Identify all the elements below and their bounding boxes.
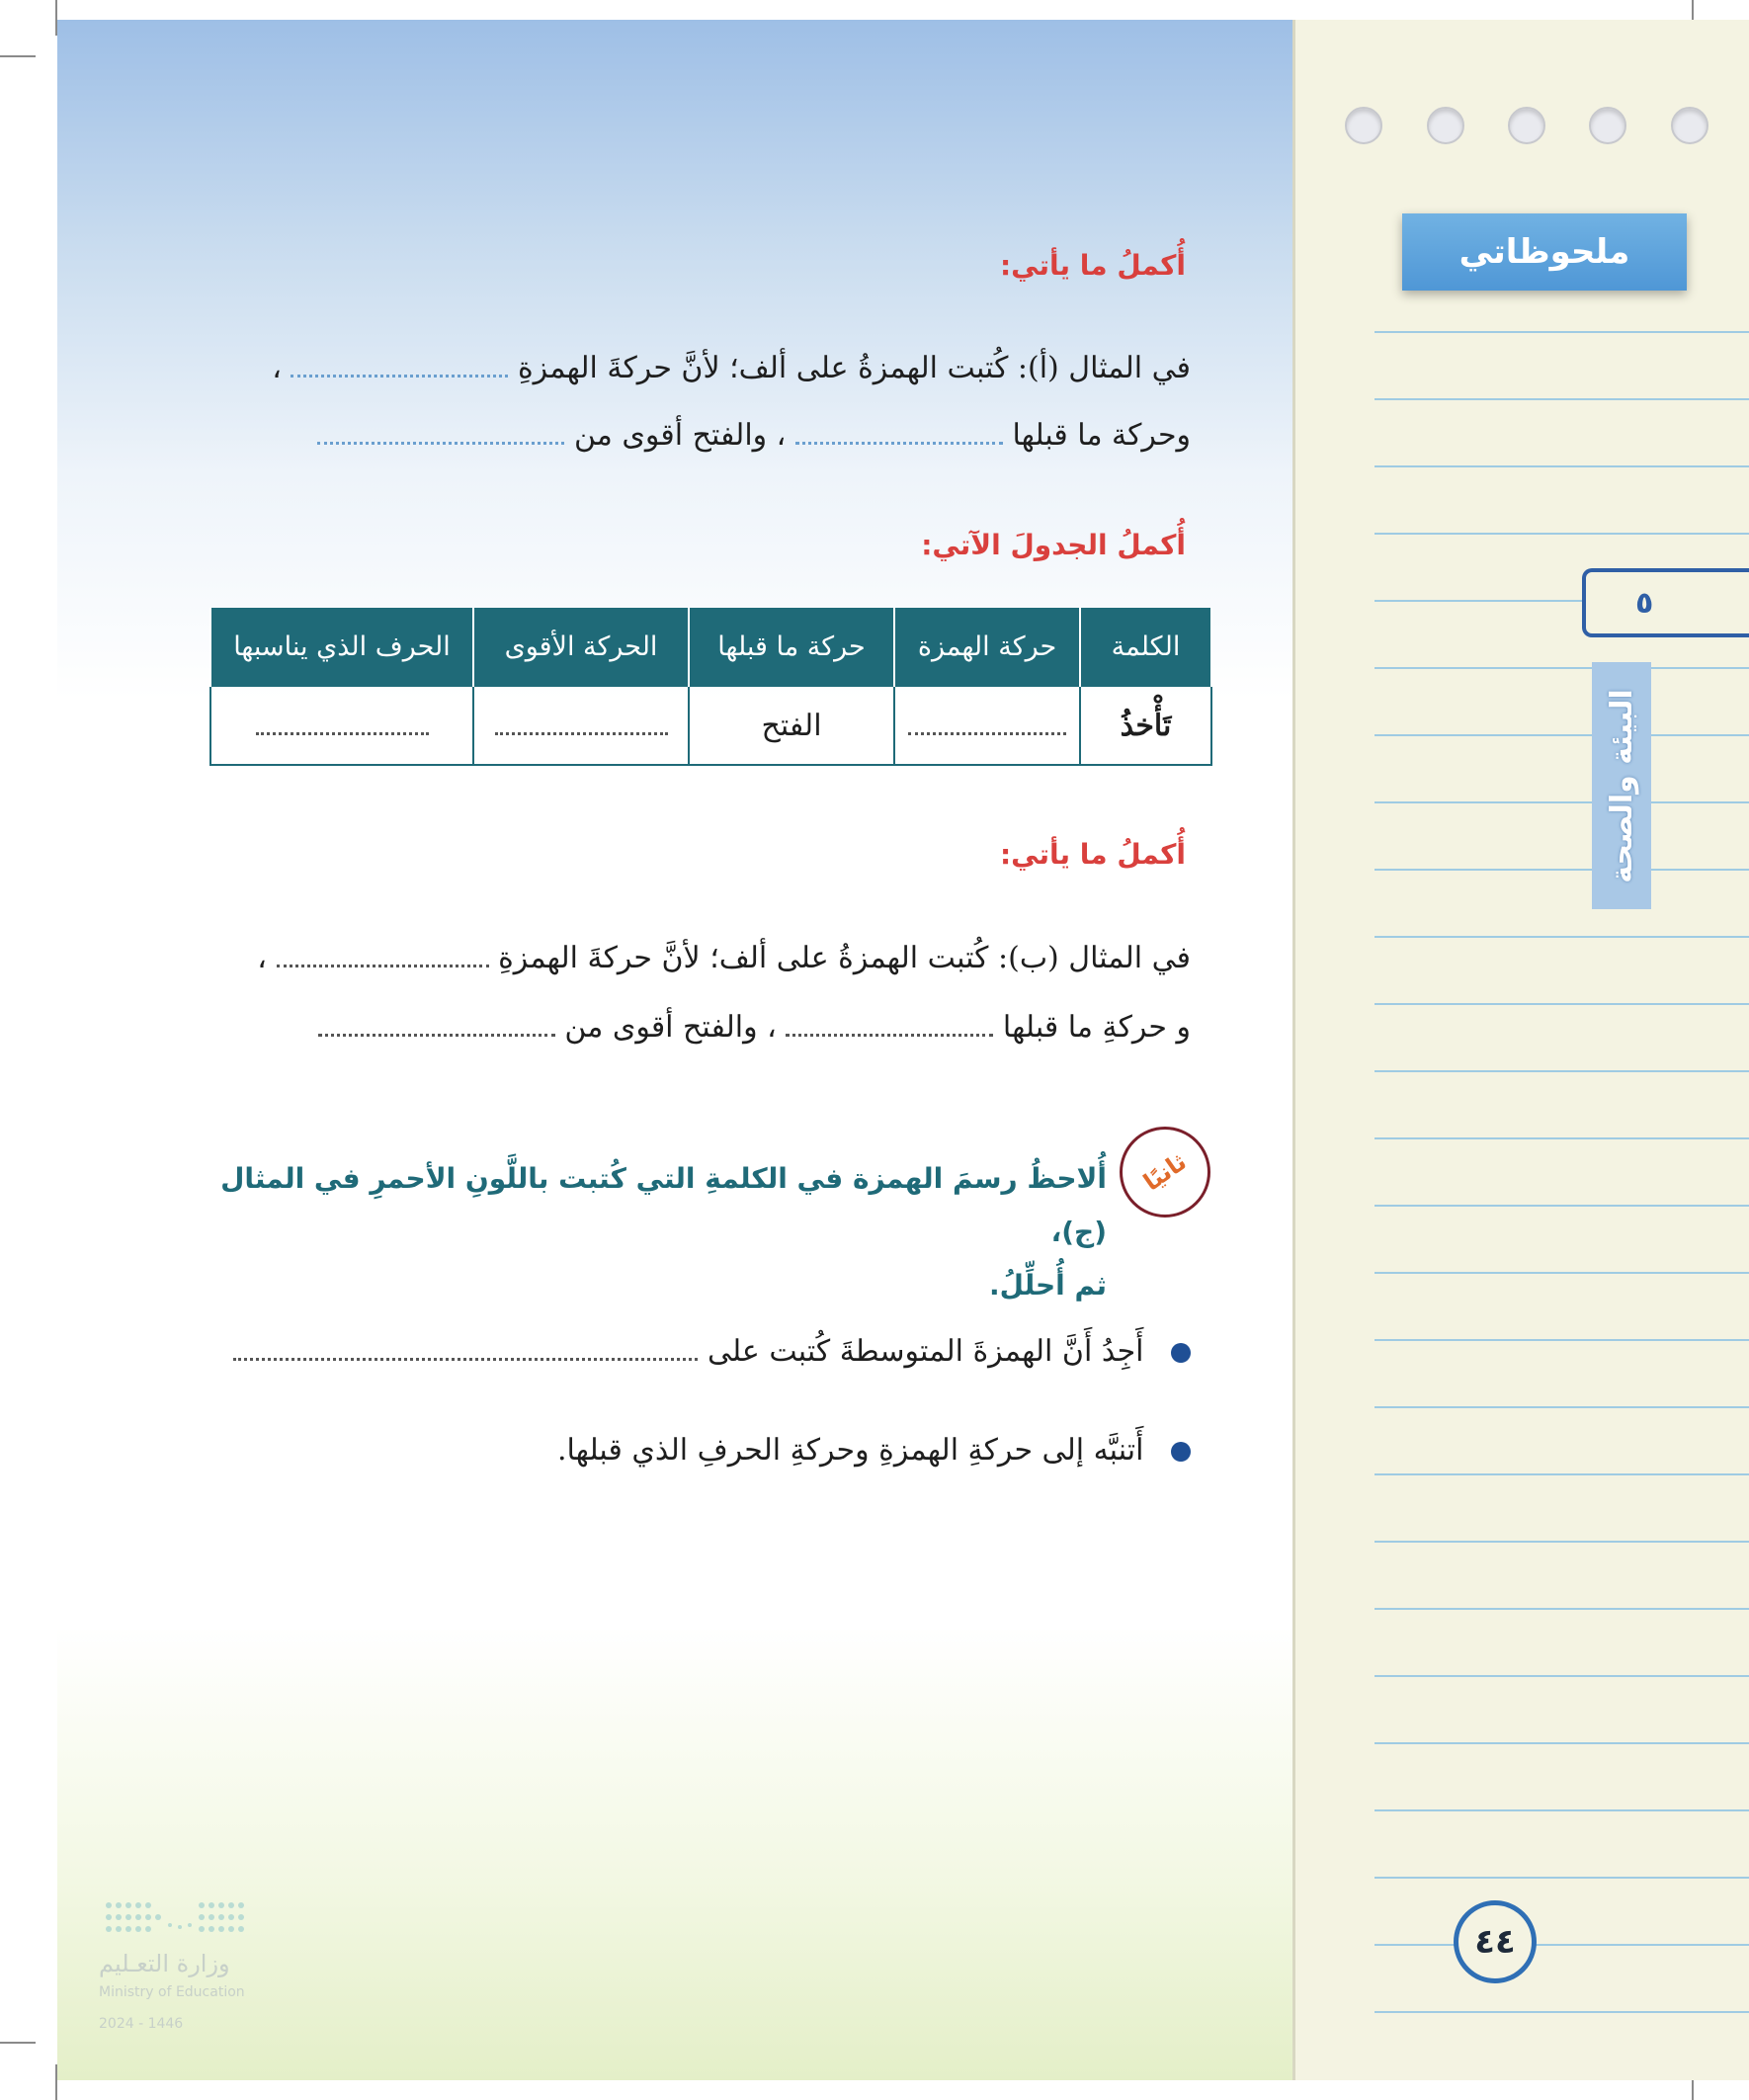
badge-label: ثانيًا bbox=[1138, 1147, 1192, 1197]
section1-line1-text: في المثال (أ): كُتبت الهمزةُ على ألف؛ لأنَّ حركةَ الهمزةِ bbox=[517, 351, 1191, 385]
table-header: الحرف الذي يناسبها bbox=[210, 608, 473, 686]
section3-line1-end: ، bbox=[257, 941, 267, 975]
section3-line2 bbox=[318, 1010, 1191, 1045]
notes-sidebar bbox=[1292, 20, 1749, 2080]
edition-year: 2024 - 1446 bbox=[99, 2016, 184, 2032]
ministry-logo-icon bbox=[99, 1897, 257, 1942]
ruled-line bbox=[1374, 2011, 1749, 2013]
table-cell-before: الفتح bbox=[689, 686, 894, 765]
ruled-line bbox=[1374, 869, 1749, 871]
bullet2-text: أَتنبَّه إلى حركةِ الهمزةِ وحركةِ الحرفِ الذي قبلها. bbox=[556, 1433, 1144, 1468]
section3-line2-mid: ، والفتح أقوى من bbox=[564, 1010, 777, 1045]
ruled-line bbox=[1374, 667, 1749, 669]
blank-field[interactable] bbox=[908, 726, 1066, 735]
crop-mark bbox=[0, 55, 36, 57]
binder-hole-icon bbox=[1508, 107, 1545, 144]
section3-line1-text: في المثال (ب): كُتبت الهمزةُ على ألف؛ لأنَّ حركةَ الهمزةِ bbox=[498, 941, 1191, 975]
ruled-line bbox=[1374, 801, 1749, 803]
ruled-line bbox=[1374, 1809, 1749, 1811]
binder-hole-icon bbox=[1345, 107, 1382, 144]
crop-mark bbox=[0, 2042, 36, 2044]
section1-line1 bbox=[272, 351, 1191, 385]
blank-field[interactable] bbox=[495, 726, 668, 735]
blank-field[interactable] bbox=[786, 1028, 993, 1037]
bullet1-text: أَجِدُ أَنَّ الهمزةَ المتوسطةَ كُتبت على bbox=[707, 1334, 1144, 1369]
bullet-item-1 bbox=[233, 1334, 1191, 1369]
completion-table bbox=[209, 608, 1212, 766]
observe-question bbox=[198, 1152, 1107, 1312]
bullet-item-2 bbox=[557, 1433, 1191, 1468]
ruled-line bbox=[1374, 1742, 1749, 1744]
question-line2: ثم أُحلِّلُ. bbox=[988, 1269, 1107, 1302]
ruled-line bbox=[1374, 1675, 1749, 1677]
ruled-line bbox=[1374, 331, 1749, 333]
blank-field[interactable] bbox=[233, 1352, 698, 1361]
table-header: حركة ما قبلها bbox=[689, 608, 894, 686]
ministry-name-en: Ministry of Education bbox=[99, 1984, 245, 2000]
table-cell-word: تَأْخذُ bbox=[1080, 686, 1211, 765]
question-line1: أُلاحظُ رسمَ الهمزة في الكلمةِ التي كُتبت باللَّونِ الأحمرِ في المثال (ج)، bbox=[220, 1162, 1107, 1248]
ruled-line bbox=[1374, 1205, 1749, 1207]
table-cell-blank[interactable] bbox=[894, 686, 1080, 765]
binder-hole-icon bbox=[1671, 107, 1708, 144]
bullet-icon bbox=[1171, 1343, 1191, 1363]
binder-hole-icon bbox=[1589, 107, 1626, 144]
section3-line1 bbox=[257, 941, 1191, 975]
ruled-line bbox=[1374, 936, 1749, 938]
notes-title: ملحوظاتي bbox=[1402, 213, 1687, 291]
ruled-line bbox=[1374, 1944, 1749, 1946]
ruled-line bbox=[1374, 1541, 1749, 1543]
main-page bbox=[57, 20, 1292, 2080]
table-header: حركة الهمزة bbox=[894, 608, 1080, 686]
section2-heading: أُكملُ الجدولَ الآتي: bbox=[921, 529, 1186, 561]
unit-title-tab bbox=[1592, 662, 1651, 909]
section1-line2-mid: ، والفتح أقوى من bbox=[573, 418, 787, 453]
ministry-name: وزارة التعـليم bbox=[99, 1950, 230, 1977]
blank-field[interactable] bbox=[291, 369, 508, 378]
binder-hole-icon bbox=[1427, 107, 1464, 144]
section1-line2 bbox=[317, 418, 1191, 453]
second-badge bbox=[1120, 1127, 1210, 1218]
section3-heading: أُكملُ ما يأتي: bbox=[999, 838, 1186, 871]
table-cell-blank[interactable] bbox=[210, 686, 473, 765]
blank-field[interactable] bbox=[256, 726, 429, 735]
ruled-line bbox=[1374, 1272, 1749, 1274]
section1-line2-start: وحركة ما قبلها bbox=[1012, 418, 1191, 453]
table-row bbox=[210, 686, 1211, 765]
table-header: الحركة الأقوى bbox=[473, 608, 689, 686]
ruled-line bbox=[1374, 1406, 1749, 1408]
ruled-line bbox=[1374, 465, 1749, 467]
bullet-icon bbox=[1171, 1442, 1191, 1462]
ruled-line bbox=[1374, 533, 1749, 535]
ruled-line bbox=[1374, 1070, 1749, 1072]
ruled-line bbox=[1374, 1473, 1749, 1475]
blank-field[interactable] bbox=[795, 436, 1003, 445]
ruled-line bbox=[1374, 1339, 1749, 1341]
blank-field[interactable] bbox=[317, 436, 564, 445]
blank-field[interactable] bbox=[318, 1028, 555, 1037]
ruled-line bbox=[1374, 1877, 1749, 1879]
ruled-line bbox=[1374, 1608, 1749, 1610]
table-header: الكلمة bbox=[1080, 608, 1211, 686]
section1-heading: أُكملُ ما يأتي: bbox=[999, 249, 1186, 282]
unit-number-tab: ٥ bbox=[1582, 568, 1749, 637]
section1-line1-end: ، bbox=[272, 351, 282, 385]
ruled-line bbox=[1374, 1003, 1749, 1005]
ruled-line bbox=[1374, 1137, 1749, 1139]
page-number: ٤٤ bbox=[1454, 1900, 1537, 1983]
blank-field[interactable] bbox=[277, 959, 489, 967]
unit-title: البيئة والصحة bbox=[1604, 688, 1639, 883]
ruled-line bbox=[1374, 398, 1749, 400]
table-cell-blank[interactable] bbox=[473, 686, 689, 765]
ruled-line bbox=[1374, 734, 1749, 736]
section3-line2-start: و حركةِ ما قبلها bbox=[1002, 1010, 1191, 1045]
